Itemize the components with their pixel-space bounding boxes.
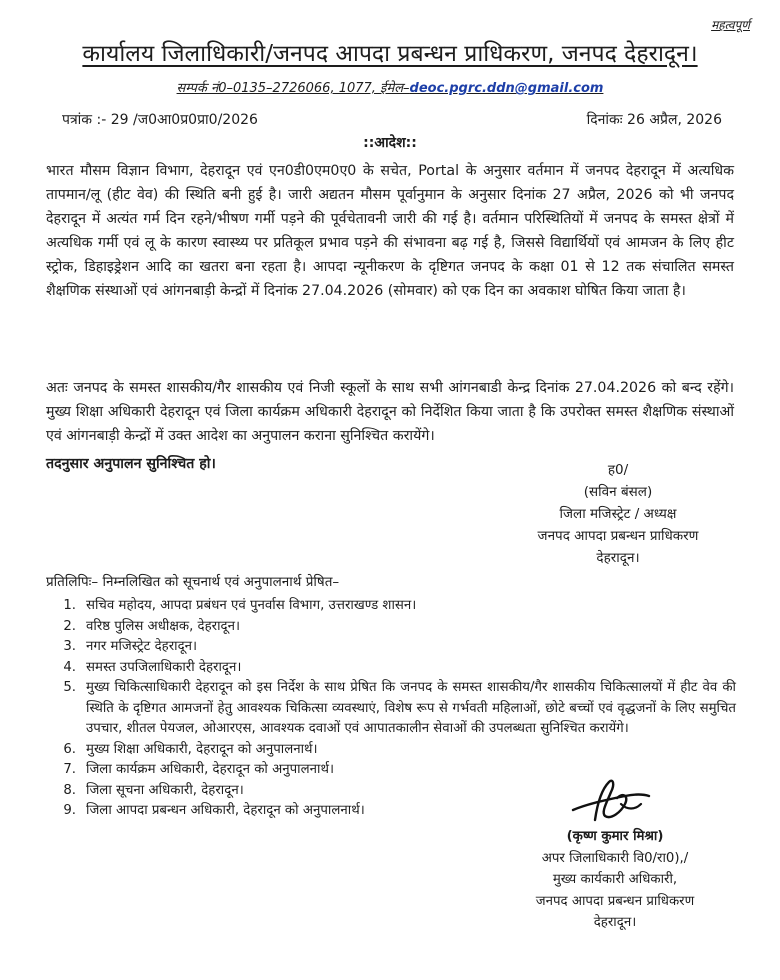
signatory-place: देहरादून। xyxy=(596,550,640,566)
list-item: 3. नगर मजिस्ट्रेट देहरादून। xyxy=(63,639,198,654)
order-title: ::आदेश:: xyxy=(363,135,417,151)
signatory-designation: अपर जिलाधिकारी वि0/रा0),/ xyxy=(541,850,689,866)
importance-label: महत्वपूर्ण xyxy=(711,18,750,32)
list-item: 8. जिला सूचना अधिकारी, देहरादून। xyxy=(63,782,244,798)
letter-date: दिनांकः 26 अप्रैल, 2026 xyxy=(586,112,722,128)
signatory-place: देहरादून। xyxy=(593,915,637,930)
signatory-role: मुख्य कार्यकारी अधिकारी, xyxy=(552,872,678,887)
contact-line xyxy=(0,78,780,96)
handwritten-signature-icon xyxy=(565,770,655,828)
signatory-designation: जिला मजिस्ट्रेट / अध्यक्ष xyxy=(559,506,677,522)
signatory-authority: जनपद आपदा प्रबन्धन प्राधिकरण xyxy=(537,528,699,544)
office-heading: कार्यालय जिलाधिकारी/जनपद आपदा प्रबन्धन प्राधिकरण, जनपद देहरादून। xyxy=(82,41,698,67)
contact-numbers: सम्पर्क नं0–0135–2726066, 1077, ईमेल– xyxy=(176,81,410,96)
list-item: 7. जिला कार्यक्रम अधिकारी, देहरादून को अनुपालनार्थ। xyxy=(63,762,334,777)
list-item: 4. समस्त उपजिलाधिकारी देहरादून। xyxy=(63,659,242,675)
list-item: 2. वरिष्ठ पुलिस अधीक्षक, देहरादून। xyxy=(63,618,241,634)
list-item: 6. मुख्य शिक्षा अधिकारी, देहरादून को अनुपालनार्थ। xyxy=(63,741,318,757)
order-paragraph-2: अतः जनपद के समस्त शासकीय/गैर शासकीय एवं निजी स्कूलों के साथ सभी आंगनबाडी केन्द्र दिनांक 27.04.2026 को बन्द रहेंगे। मुख्य शिक्षा अधिकारी देहरादून एवं जिला कार्यक्रम अधिकारी देहरादून को निर्देशित किया जाता है कि उपरोक्त समस्त शैक्षणिक संस्थाओं एवं आंगनबाड़ी केन्द्रों में उक्त आदेश का अनुपालन कराना सुनिश्चित करायेंगे। xyxy=(46,380,734,445)
signatory-name: (सविन बंसल) xyxy=(583,484,653,500)
signatory-authority: जनपद आपदा प्रबन्धन प्राधिकरण xyxy=(535,893,695,909)
compliance-line: तदनुसार अनुपालन सुनिश्चित हो। xyxy=(46,456,216,473)
copy-to-heading: प्रतिलिपिः– निम्नलिखित को सूचनार्थ एवं अनुपालनार्थ प्रेषित– xyxy=(46,574,340,590)
signature-block-dm xyxy=(488,459,748,569)
signature-block-adm xyxy=(470,826,760,934)
list-item: 1. सचिव महोदय, आपदा प्रबंधन एवं पुनर्वास विभाग, उत्तराखण्ड शासन। xyxy=(63,598,417,613)
list-item: 5. मुख्य चिकित्साधिकारी देहरादून को इस निर्देश के साथ प्रेषित कि जनपद के समस्त शासकीय/गैर शासकीय चिकित्सालयों में हीट वेव की स्थिति के दृष्टिगत आमजनों हेतु आवश्यक चिकित्सा व्यवस्थाएं, विशेष रूप से गर्भवती महिलाओं, छोटे बच्चों एवं वृद्धजनों के लिए समुचित उपचार, शीतल पेयजल, ओआरएस, आवश्यक दवाओं एवं आपातकालीन सेवाओं की उपलब्धता सुनिश्चित करायेंगे। xyxy=(63,680,736,736)
order-paragraph-1: भारत मौसम विज्ञान विभाग, देहरादून एवं एन0डी0एम0ए0 के सचेत, Portal के अनुसार वर्तमान में जनपद देहरादून में अत्यधिक तापमान/लू (हीट वेव) की स्थिति बनी हुई है। जारी अद्यतन मौसम पूर्वानुमान के अनुसार दिनांक 27 अप्रैल, 2026 को भी जनपद देहरादून में अत्यंत गर्म दिन रहने/भीषण गर्मी पड़ने की पूर्वचेतावनी जारी की गई है। वर्तमान परिस्थितियों में जनपद के समस्त क्षेत्रों में अत्यधिक गर्मी एवं लू के कारण स्वास्थ्य पर प्रतिकूल प्रभाव पड़ने की संभावना बढ़ गई है, जिससे विद्यार्थियों एवं आमजन के लिए हीट स्ट्रोक, डिहाइड्रेशन आदि का खतरा बना रहता है। आपदा न्यूनीकरण के दृष्टिगत जनपद के कक्षा 01 से 12 तक संचालित समस्त शैक्षणिक संस्थाओं एवं आंगनबाड़ी केन्द्रों में दिनांक 27.04.2026 (सोमवार) को एक दिन का अवकाश घोषित किया जाता है। xyxy=(46,163,734,300)
email-address: deoc.pgrc.ddn@gmail.com xyxy=(409,81,604,96)
signatory-name: (कृष्ण कुमार मिश्रा) xyxy=(566,829,664,844)
list-item: 9. जिला आपदा प्रबन्धन अधिकारी, देहरादून को अनुपालनार्थ। xyxy=(63,803,365,818)
signed-mark: ह0/ xyxy=(607,462,629,478)
reference-number: पत्रांक :- 29 /ज0आ0प्र0प्रा0/2026 xyxy=(62,112,258,128)
